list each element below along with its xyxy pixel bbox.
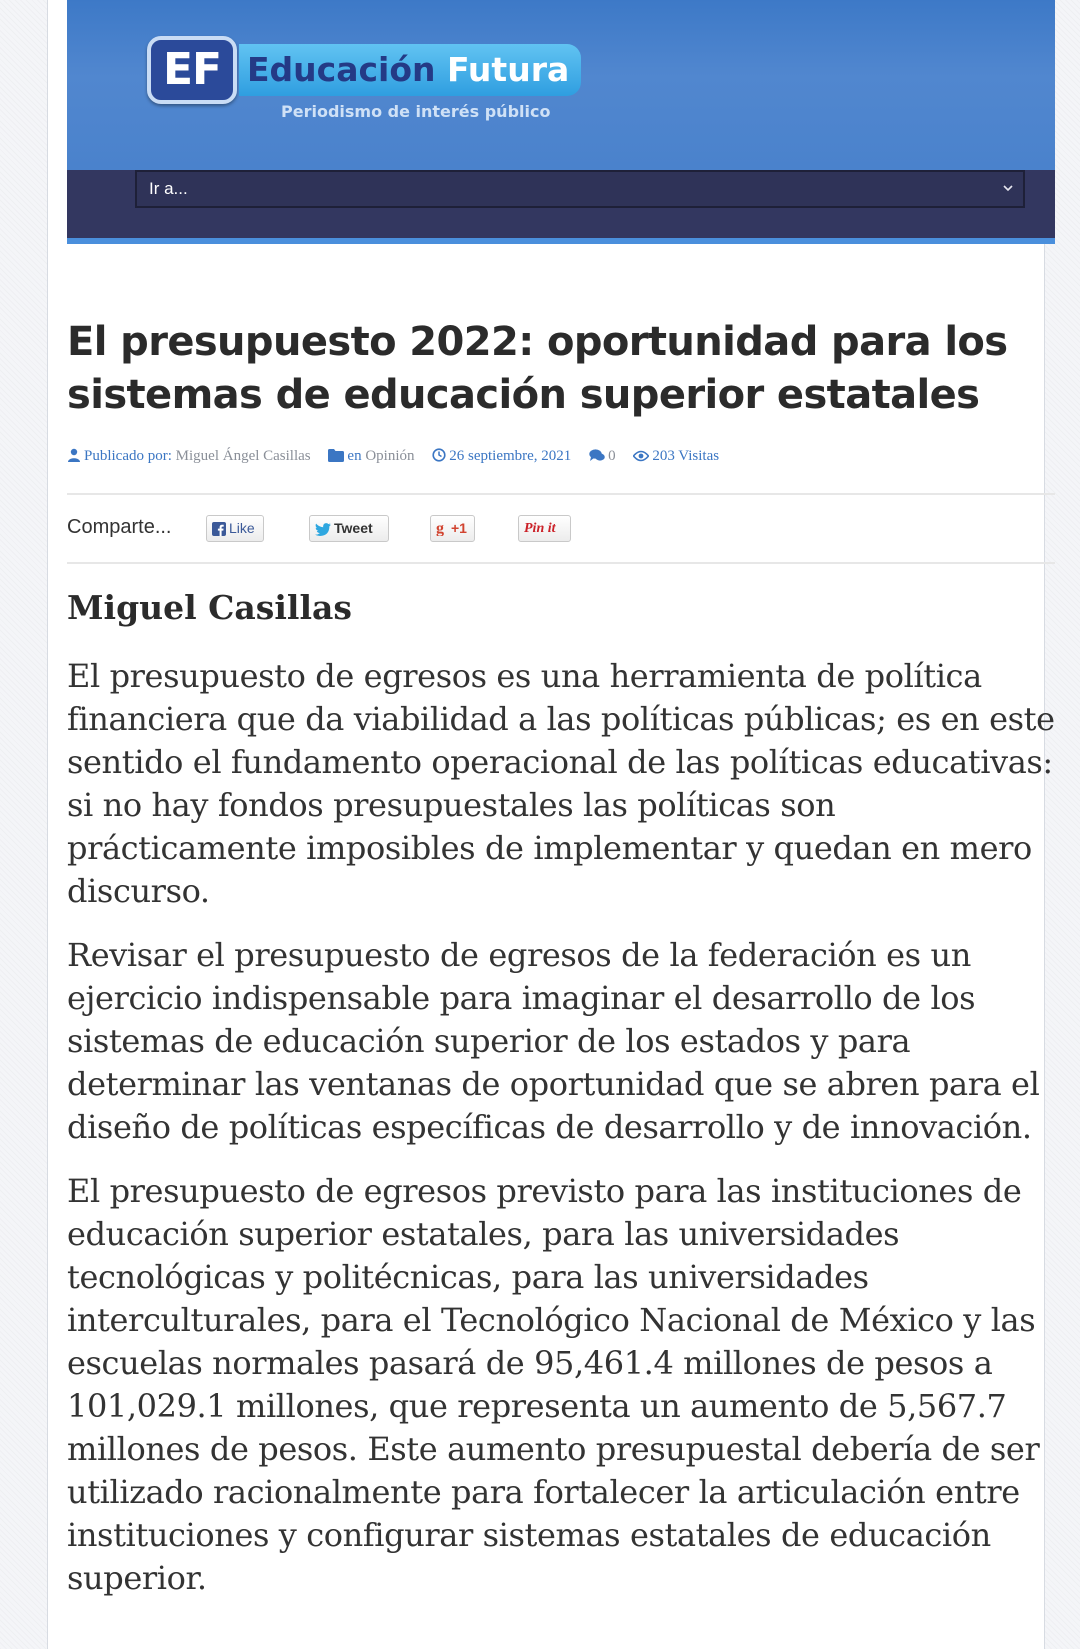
gplus-label: +1 <box>451 520 467 536</box>
tweet-button[interactable] <box>309 515 389 542</box>
meta-category-prefix: en <box>347 448 362 465</box>
site-tagline: Periodismo de interés público <box>281 102 551 121</box>
twitter-bird-icon <box>315 523 331 536</box>
facebook-icon <box>212 522 226 536</box>
meta-views-text: 203 Visitas <box>652 448 720 465</box>
article-paragraph: Revisar el presupuesto de egresos de la federación es un ejercicio indispensable para imaginar el desarrollo de los sistemas de educación superior de los estados y para determinar las ventanas de oportunidad que se abren para el diseño de políticas específicas de desarrollo y de innovación. <box>67 936 1040 1146</box>
meta-published-label: Publicado por: <box>84 448 172 465</box>
article-byline: Miguel Casillas <box>67 588 352 627</box>
tweet-label: Tweet <box>334 520 373 536</box>
pin-label: Pin it <box>524 521 556 536</box>
clock-icon <box>432 448 446 462</box>
meta-category <box>328 448 414 465</box>
logo-word-futura: Futura <box>447 50 570 89</box>
logo-badge: EF <box>147 36 237 104</box>
user-icon <box>67 448 81 462</box>
meta-views <box>633 448 719 465</box>
chevron-down-icon <box>1001 172 1015 218</box>
article-paragraph: El presupuesto de egresos previsto para las instituciones de educación superior estatales, para las universidades tecnológicas y politécnicas, para las universidades interculturales, para el Tecnológico Nacional de México y las escuelas normales pasará de 95,461.4 millones de pesos a 101,029.1 millones, que representa un aumento de 5,567.7 millones de pesos. Este aumento presupuestal debería de ser utilizado racionalmente para fortalecer la articulación entre instituciones y configurar sistemas estatales de educación superior. <box>67 1172 1040 1597</box>
folder-icon <box>328 449 344 462</box>
share-label: Comparte... <box>67 516 172 538</box>
meta-category-link[interactable]: Opinión <box>365 448 415 465</box>
divider-top <box>67 493 1055 495</box>
eye-icon <box>633 450 649 462</box>
site-logo[interactable] <box>147 36 587 126</box>
logo-wordmark <box>239 44 581 96</box>
meta-author-name[interactable]: Miguel Ángel Casillas <box>175 448 311 465</box>
article-meta <box>67 448 1037 470</box>
nav-dropdown[interactable] <box>135 170 1025 208</box>
page-background-left <box>0 0 48 1649</box>
nav-dropdown-value: Ir a... <box>149 179 188 198</box>
article-body <box>67 655 1057 1621</box>
nav-accent-bar <box>67 238 1055 244</box>
meta-date-text: 26 septiembre, 2021 <box>449 448 572 465</box>
google-plus-button[interactable] <box>430 515 475 542</box>
meta-date <box>432 448 571 465</box>
article-title: El presupuesto 2022: oportunidad para los sistemas de educación superior estatales <box>67 319 1008 418</box>
like-label: Like <box>229 520 255 536</box>
nav-bar <box>67 170 1055 238</box>
facebook-like-button[interactable] <box>206 515 264 542</box>
meta-comments[interactable] <box>589 448 616 465</box>
page-container <box>48 0 1055 1649</box>
pinterest-button[interactable] <box>518 515 571 542</box>
meta-author <box>67 448 311 465</box>
logo-word-educacion: Educación <box>247 50 436 89</box>
divider-bottom <box>67 562 1055 564</box>
comments-icon <box>589 449 605 462</box>
site-header <box>67 0 1055 170</box>
meta-comments-count: 0 <box>608 448 616 465</box>
svg-text:g: g <box>436 520 444 536</box>
google-plus-icon <box>436 520 448 536</box>
article-paragraph: El presupuesto de egresos es una herramienta de política financiera que da viabilidad a las políticas públicas; es en este sentido el fundamento operacional de las políticas educativas: si no hay fondos presupuestales las políticas son prácticamente imposibles de implementar y quedan en mero discurso. <box>67 657 1055 910</box>
